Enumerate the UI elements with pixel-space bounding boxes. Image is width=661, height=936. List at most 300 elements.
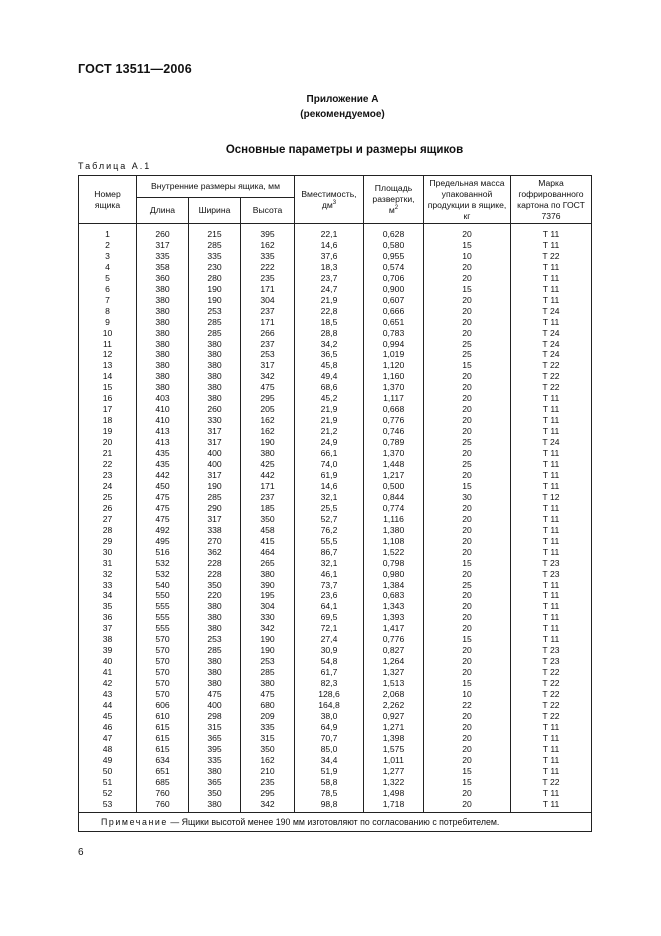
cell-capacity: 32,1 xyxy=(295,558,364,569)
cell-number: 52 xyxy=(79,788,137,799)
cell-number: 6 xyxy=(79,284,137,295)
cell-length: 570 xyxy=(137,645,189,656)
cell-grade: Т 11 xyxy=(511,601,592,612)
cell-grade: Т 11 xyxy=(511,547,592,558)
cell-length: 615 xyxy=(137,722,189,733)
cell-grade: Т 22 xyxy=(511,689,592,700)
cell-grade: Т 11 xyxy=(511,262,592,273)
cell-number: 13 xyxy=(79,360,137,371)
cell-grade: Т 11 xyxy=(511,470,592,481)
cell-height: 442 xyxy=(241,470,295,481)
cell-capacity: 58,8 xyxy=(295,777,364,788)
cell-width: 285 xyxy=(189,328,241,339)
annex-title: Приложение А xyxy=(306,94,379,105)
cell-width: 285 xyxy=(189,645,241,656)
cell-length: 410 xyxy=(137,415,189,426)
cell-length: 380 xyxy=(137,328,189,339)
table-row xyxy=(79,744,592,755)
cell-height: 415 xyxy=(241,536,295,547)
table-row xyxy=(79,273,592,284)
table-row xyxy=(79,777,592,788)
cell-capacity: 14,6 xyxy=(295,240,364,251)
cell-capacity: 45,2 xyxy=(295,393,364,404)
cell-capacity: 21,2 xyxy=(295,426,364,437)
cell-number: 15 xyxy=(79,382,137,393)
cell-width: 380 xyxy=(189,766,241,777)
cell-area: 0,628 xyxy=(364,224,424,240)
cell-max-mass: 20 xyxy=(424,306,511,317)
cell-height: 253 xyxy=(241,656,295,667)
cell-height: 171 xyxy=(241,317,295,328)
cell-height: 185 xyxy=(241,503,295,514)
table-row xyxy=(79,788,592,799)
cell-area: 1,019 xyxy=(364,349,424,360)
cell-grade: Т 11 xyxy=(511,799,592,812)
cell-length: 555 xyxy=(137,601,189,612)
table-row xyxy=(79,328,592,339)
cell-capacity: 32,1 xyxy=(295,492,364,503)
cell-max-mass: 15 xyxy=(424,284,511,295)
cell-capacity: 38,0 xyxy=(295,711,364,722)
cell-max-mass: 20 xyxy=(424,755,511,766)
cell-capacity: 164,8 xyxy=(295,700,364,711)
cell-length: 380 xyxy=(137,317,189,328)
cell-max-mass: 25 xyxy=(424,339,511,350)
cell-height: 317 xyxy=(241,360,295,371)
cell-number: 4 xyxy=(79,262,137,273)
cell-length: 760 xyxy=(137,799,189,812)
cell-area: 0,789 xyxy=(364,437,424,448)
cell-width: 270 xyxy=(189,536,241,547)
cell-height: 210 xyxy=(241,766,295,777)
cell-length: 495 xyxy=(137,536,189,547)
cell-max-mass: 20 xyxy=(424,788,511,799)
cell-max-mass: 20 xyxy=(424,612,511,623)
cell-max-mass: 20 xyxy=(424,470,511,481)
cell-width: 365 xyxy=(189,733,241,744)
cell-area: 0,900 xyxy=(364,284,424,295)
cell-capacity: 30,9 xyxy=(295,645,364,656)
cell-capacity: 82,3 xyxy=(295,678,364,689)
cell-max-mass: 20 xyxy=(424,733,511,744)
capacity-label: Вместимость, xyxy=(301,188,357,199)
cell-grade: Т 11 xyxy=(511,317,592,328)
cell-max-mass: 15 xyxy=(424,481,511,492)
area-label: Площадь развертки, xyxy=(372,183,415,204)
cell-number: 42 xyxy=(79,678,137,689)
cell-length: 475 xyxy=(137,514,189,525)
cell-capacity: 64,1 xyxy=(295,601,364,612)
cell-height: 162 xyxy=(241,240,295,251)
cell-number: 35 xyxy=(79,601,137,612)
cell-length: 516 xyxy=(137,547,189,558)
cell-width: 400 xyxy=(189,459,241,470)
cell-width: 280 xyxy=(189,273,241,284)
cell-capacity: 14,6 xyxy=(295,481,364,492)
cell-length: 380 xyxy=(137,339,189,350)
cell-area: 0,746 xyxy=(364,426,424,437)
cell-max-mass: 20 xyxy=(424,262,511,273)
cell-length: 615 xyxy=(137,744,189,755)
cell-capacity: 27,4 xyxy=(295,634,364,645)
cell-grade: Т 23 xyxy=(511,645,592,656)
table-row xyxy=(79,612,592,623)
cell-grade: Т 22 xyxy=(511,711,592,722)
cell-max-mass: 20 xyxy=(424,415,511,426)
cell-number: 41 xyxy=(79,667,137,678)
cell-area: 0,666 xyxy=(364,306,424,317)
cell-grade: Т 11 xyxy=(511,590,592,601)
table-row xyxy=(79,481,592,492)
cell-area: 1,398 xyxy=(364,733,424,744)
cell-height: 237 xyxy=(241,339,295,350)
cell-area: 0,706 xyxy=(364,273,424,284)
cell-length: 550 xyxy=(137,590,189,601)
table-row xyxy=(79,492,592,503)
cell-height: 475 xyxy=(241,382,295,393)
cell-number: 39 xyxy=(79,645,137,656)
cell-grade: Т 11 xyxy=(511,448,592,459)
cell-length: 651 xyxy=(137,766,189,777)
cell-width: 190 xyxy=(189,284,241,295)
cell-length: 492 xyxy=(137,525,189,536)
cell-length: 380 xyxy=(137,371,189,382)
table-row xyxy=(79,536,592,547)
table-row xyxy=(79,667,592,678)
cell-length: 360 xyxy=(137,273,189,284)
cell-length: 403 xyxy=(137,393,189,404)
cell-number: 32 xyxy=(79,569,137,580)
cell-grade: Т 11 xyxy=(511,404,592,415)
cell-height: 171 xyxy=(241,284,295,295)
cell-grade: Т 11 xyxy=(511,284,592,295)
cell-length: 570 xyxy=(137,667,189,678)
cell-capacity: 22,8 xyxy=(295,306,364,317)
cell-area: 0,927 xyxy=(364,711,424,722)
cell-area: 1,448 xyxy=(364,459,424,470)
table-row xyxy=(79,284,592,295)
cell-length: 380 xyxy=(137,306,189,317)
cell-number: 14 xyxy=(79,371,137,382)
cell-width: 380 xyxy=(189,623,241,634)
cell-area: 0,574 xyxy=(364,262,424,273)
cell-grade: Т 11 xyxy=(511,580,592,591)
cell-number: 10 xyxy=(79,328,137,339)
cell-capacity: 23,6 xyxy=(295,590,364,601)
cell-grade: Т 12 xyxy=(511,492,592,503)
cell-length: 260 xyxy=(137,224,189,240)
cell-width: 317 xyxy=(189,514,241,525)
cell-height: 458 xyxy=(241,525,295,536)
cell-height: 190 xyxy=(241,634,295,645)
cell-grade: Т 22 xyxy=(511,777,592,788)
cell-area: 0,844 xyxy=(364,492,424,503)
cell-grade: Т 24 xyxy=(511,437,592,448)
box-parameters-table xyxy=(78,175,592,832)
cell-length: 380 xyxy=(137,295,189,306)
cell-height: 342 xyxy=(241,371,295,382)
cell-area: 0,500 xyxy=(364,481,424,492)
table-row xyxy=(79,623,592,634)
cell-height: 265 xyxy=(241,558,295,569)
cell-height: 390 xyxy=(241,580,295,591)
cell-max-mass: 30 xyxy=(424,492,511,503)
table-row xyxy=(79,590,592,601)
cell-height: 304 xyxy=(241,601,295,612)
cell-max-mass: 20 xyxy=(424,623,511,634)
cell-number: 33 xyxy=(79,580,137,591)
note-text: — Ящики высотой менее 190 мм изготовляют по согласованию с потребителем. xyxy=(170,816,500,827)
cell-length: 570 xyxy=(137,656,189,667)
cell-height: 304 xyxy=(241,295,295,306)
table-row xyxy=(79,459,592,470)
cell-area: 1,277 xyxy=(364,766,424,777)
cell-max-mass: 20 xyxy=(424,799,511,812)
cell-width: 190 xyxy=(189,295,241,306)
cell-number: 11 xyxy=(79,339,137,350)
cell-length: 570 xyxy=(137,678,189,689)
cell-length: 634 xyxy=(137,755,189,766)
cell-number: 38 xyxy=(79,634,137,645)
cell-length: 606 xyxy=(137,700,189,711)
cell-length: 532 xyxy=(137,558,189,569)
cell-height: 680 xyxy=(241,700,295,711)
table-row xyxy=(79,678,592,689)
cell-number: 21 xyxy=(79,448,137,459)
table-row xyxy=(79,339,592,350)
cell-grade: Т 11 xyxy=(511,514,592,525)
table-row xyxy=(79,569,592,580)
cell-number: 7 xyxy=(79,295,137,306)
cell-width: 475 xyxy=(189,689,241,700)
cell-number: 18 xyxy=(79,415,137,426)
cell-grade: Т 11 xyxy=(511,788,592,799)
cell-height: 235 xyxy=(241,273,295,284)
cell-area: 0,607 xyxy=(364,295,424,306)
cell-width: 362 xyxy=(189,547,241,558)
cell-grade: Т 11 xyxy=(511,224,592,240)
main-title: Основные параметры и размеры ящиков xyxy=(225,144,464,156)
cell-height: 395 xyxy=(241,224,295,240)
cell-width: 350 xyxy=(189,580,241,591)
cell-area: 0,668 xyxy=(364,404,424,415)
cell-width: 317 xyxy=(189,437,241,448)
cell-capacity: 21,9 xyxy=(295,295,364,306)
cell-height: 190 xyxy=(241,645,295,656)
cell-area: 0,651 xyxy=(364,317,424,328)
cell-capacity: 45,8 xyxy=(295,360,364,371)
cell-length: 380 xyxy=(137,284,189,295)
cell-area: 1,117 xyxy=(364,393,424,404)
cell-height: 195 xyxy=(241,590,295,601)
document-code: ГОСТ 13511—2006 xyxy=(78,62,192,76)
cell-number: 34 xyxy=(79,590,137,601)
cell-width: 220 xyxy=(189,590,241,601)
cell-max-mass: 25 xyxy=(424,349,511,360)
cell-width: 335 xyxy=(189,251,241,262)
cell-capacity: 49,4 xyxy=(295,371,364,382)
cell-max-mass: 25 xyxy=(424,580,511,591)
cell-area: 0,783 xyxy=(364,328,424,339)
column-header-length: Длина xyxy=(137,198,189,224)
cell-capacity: 34,2 xyxy=(295,339,364,350)
table-row xyxy=(79,349,592,360)
cell-height: 342 xyxy=(241,799,295,812)
cell-grade: Т 22 xyxy=(511,667,592,678)
cell-number: 2 xyxy=(79,240,137,251)
cell-area: 1,370 xyxy=(364,448,424,459)
cell-height: 350 xyxy=(241,744,295,755)
cell-width: 260 xyxy=(189,404,241,415)
cell-length: 615 xyxy=(137,733,189,744)
cell-width: 215 xyxy=(189,224,241,240)
cell-height: 235 xyxy=(241,777,295,788)
column-header-capacity xyxy=(295,176,364,224)
cell-length: 435 xyxy=(137,448,189,459)
cell-max-mass: 20 xyxy=(424,645,511,656)
cell-area: 0,776 xyxy=(364,634,424,645)
cell-width: 285 xyxy=(189,240,241,251)
cell-area: 1,160 xyxy=(364,371,424,382)
cell-length: 532 xyxy=(137,569,189,580)
cell-area: 1,522 xyxy=(364,547,424,558)
cell-width: 315 xyxy=(189,722,241,733)
cell-height: 380 xyxy=(241,678,295,689)
cell-max-mass: 20 xyxy=(424,426,511,437)
cell-capacity: 86,7 xyxy=(295,547,364,558)
cell-capacity: 34,4 xyxy=(295,755,364,766)
cell-height: 342 xyxy=(241,623,295,634)
table-row xyxy=(79,448,592,459)
cell-height: 464 xyxy=(241,547,295,558)
cell-max-mass: 25 xyxy=(424,459,511,470)
cell-width: 380 xyxy=(189,612,241,623)
cell-width: 317 xyxy=(189,470,241,481)
cell-height: 350 xyxy=(241,514,295,525)
cell-grade: Т 11 xyxy=(511,525,592,536)
cell-length: 358 xyxy=(137,262,189,273)
cell-length: 570 xyxy=(137,689,189,700)
cell-length: 475 xyxy=(137,503,189,514)
cell-number: 23 xyxy=(79,470,137,481)
cell-width: 228 xyxy=(189,558,241,569)
table-row xyxy=(79,306,592,317)
cell-width: 380 xyxy=(189,360,241,371)
cell-grade: Т 11 xyxy=(511,744,592,755)
cell-length: 555 xyxy=(137,612,189,623)
cell-grade: Т 24 xyxy=(511,349,592,360)
cell-max-mass: 20 xyxy=(424,393,511,404)
cell-number: 47 xyxy=(79,733,137,744)
cell-area: 1,498 xyxy=(364,788,424,799)
cell-area: 1,343 xyxy=(364,601,424,612)
cell-length: 413 xyxy=(137,426,189,437)
cell-max-mass: 15 xyxy=(424,360,511,371)
cell-number: 36 xyxy=(79,612,137,623)
cell-number: 43 xyxy=(79,689,137,700)
cell-capacity: 73,7 xyxy=(295,580,364,591)
cell-max-mass: 20 xyxy=(424,536,511,547)
cell-max-mass: 15 xyxy=(424,558,511,569)
table-row xyxy=(79,393,592,404)
cell-capacity: 66,1 xyxy=(295,448,364,459)
cell-capacity: 76,2 xyxy=(295,525,364,536)
cell-grade: Т 11 xyxy=(511,612,592,623)
cell-max-mass: 20 xyxy=(424,328,511,339)
cell-max-mass: 20 xyxy=(424,503,511,514)
cell-height: 266 xyxy=(241,328,295,339)
cell-max-mass: 15 xyxy=(424,240,511,251)
cell-height: 162 xyxy=(241,755,295,766)
cell-width: 335 xyxy=(189,755,241,766)
cell-width: 228 xyxy=(189,569,241,580)
cell-capacity: 18,3 xyxy=(295,262,364,273)
cell-height: 425 xyxy=(241,459,295,470)
column-header-area xyxy=(364,176,424,224)
cell-number: 1 xyxy=(79,224,137,240)
cell-length: 413 xyxy=(137,437,189,448)
cell-number: 3 xyxy=(79,251,137,262)
cell-height: 380 xyxy=(241,569,295,580)
cell-capacity: 25,5 xyxy=(295,503,364,514)
cell-area: 0,955 xyxy=(364,251,424,262)
cell-max-mass: 22 xyxy=(424,700,511,711)
cell-area: 1,322 xyxy=(364,777,424,788)
table-row xyxy=(79,224,592,240)
table-row xyxy=(79,755,592,766)
table-row xyxy=(79,470,592,481)
cell-grade: Т 22 xyxy=(511,700,592,711)
cell-height: 295 xyxy=(241,393,295,404)
table-row xyxy=(79,711,592,722)
cell-max-mass: 15 xyxy=(424,766,511,777)
cell-max-mass: 15 xyxy=(424,777,511,788)
column-header-width: Ширина xyxy=(189,198,241,224)
cell-capacity: 64,9 xyxy=(295,722,364,733)
cell-area: 1,370 xyxy=(364,382,424,393)
cell-grade: Т 24 xyxy=(511,328,592,339)
cell-height: 330 xyxy=(241,612,295,623)
cell-grade: Т 11 xyxy=(511,503,592,514)
table-note xyxy=(79,812,592,831)
cell-number: 25 xyxy=(79,492,137,503)
cell-capacity: 128,6 xyxy=(295,689,364,700)
cell-max-mass: 10 xyxy=(424,689,511,700)
cell-width: 253 xyxy=(189,634,241,645)
cell-number: 50 xyxy=(79,766,137,777)
cell-number: 5 xyxy=(79,273,137,284)
cell-max-mass: 20 xyxy=(424,525,511,536)
cell-max-mass: 20 xyxy=(424,448,511,459)
cell-length: 555 xyxy=(137,623,189,634)
column-header-max-mass: Предельная масса упакованной продукции в ящике, кг xyxy=(424,176,511,224)
column-header-height: Высота xyxy=(241,198,295,224)
cell-width: 380 xyxy=(189,393,241,404)
cell-number: 16 xyxy=(79,393,137,404)
cell-number: 40 xyxy=(79,656,137,667)
capacity-unit-exponent: 3 xyxy=(332,199,337,206)
cell-area: 1,116 xyxy=(364,514,424,525)
table-caption: Таблица А.1 xyxy=(78,161,152,171)
cell-max-mass: 20 xyxy=(424,382,511,393)
cell-height: 190 xyxy=(241,437,295,448)
cell-max-mass: 20 xyxy=(424,590,511,601)
cell-max-mass: 20 xyxy=(424,273,511,284)
cell-area: 0,580 xyxy=(364,240,424,251)
cell-area: 1,327 xyxy=(364,667,424,678)
cell-width: 298 xyxy=(189,711,241,722)
cell-number: 26 xyxy=(79,503,137,514)
